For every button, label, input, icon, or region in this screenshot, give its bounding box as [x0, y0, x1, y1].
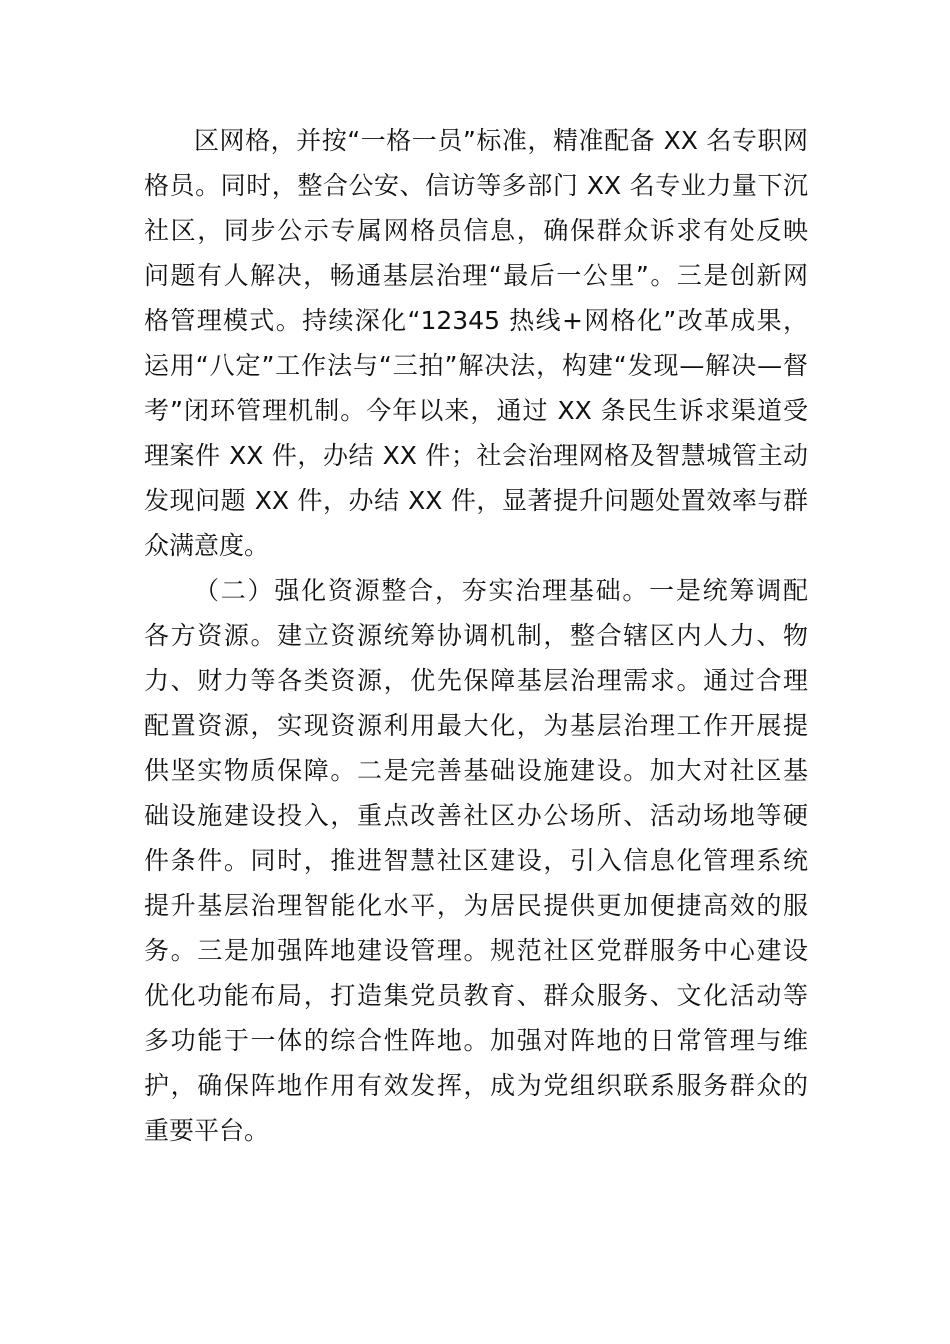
text-line-13: 力、财力等各类资源，优先保障基层治理需求。通过合理	[144, 666, 808, 695]
text-line-16: 础设施建设投入，重点改善社区办公场所、活动场地等硬	[144, 801, 808, 830]
text-line-17: 件条件。同时，推进智慧社区建设，引入信息化管理系统	[144, 846, 808, 875]
text-line-1: 区网格，并按“一格一员”标准，精准配备 XX 名专职网	[194, 126, 808, 155]
text-line-19: 务。三是加强阵地建设管理。规范社区党群服务中心建设	[144, 936, 808, 965]
document-body	[144, 118, 808, 1153]
text-line-14: 配置资源，实现资源利用最大化，为基层治理工作开展提	[144, 711, 808, 740]
text-line-18: 提升基层治理智能化水平，为居民提供更加便捷高效的服	[144, 891, 808, 920]
text-line-6: 运用“八定”工作法与“三拍”解决法，构建“发现—解决—督	[144, 351, 808, 380]
text-line-22: 护，确保阵地作用有效发挥，成为党组织联系服务群众的	[144, 1071, 808, 1100]
text-line-3: 社区，同步公示专属网格员信息，确保群众诉求有处反映	[144, 216, 808, 245]
text-line-11: （二）强化资源整合，夯实治理基础。一是统筹调配	[194, 576, 808, 605]
text-line-7: 考”闭环管理机制。今年以来，通过 XX 条民生诉求渠道受	[144, 396, 808, 425]
text-line-8: 理案件 XX 件，办结 XX 件；社会治理网格及智慧城管主动	[144, 441, 808, 470]
text-line-9: 发现问题 XX 件，办结 XX 件，显著提升问题处置效率与群	[144, 486, 808, 515]
text-line-4: 问题有人解决，畅通基层治理“最后一公里”。三是创新网	[144, 261, 808, 290]
text-line-5: 格管理模式。持续深化“12345 热线+网格化”改革成果，	[144, 306, 808, 335]
text-line-21: 多功能于一体的综合性阵地。加强对阵地的日常管理与维	[144, 1026, 808, 1055]
text-line-15: 供坚实物质保障。二是完善基础设施建设。加大对社区基	[144, 756, 808, 785]
text-line-12: 各方资源。建立资源统筹协调机制，整合辖区内人力、物	[144, 621, 808, 650]
text-line-23: 重要平台。	[144, 1116, 270, 1145]
text-line-20: 优化功能布局，打造集党员教育、群众服务、文化活动等	[144, 981, 808, 1010]
text-line-10: 众满意度。	[144, 531, 270, 560]
text-line-2: 格员。同时，整合公安、信访等多部门 XX 名专业力量下沉	[144, 171, 808, 200]
